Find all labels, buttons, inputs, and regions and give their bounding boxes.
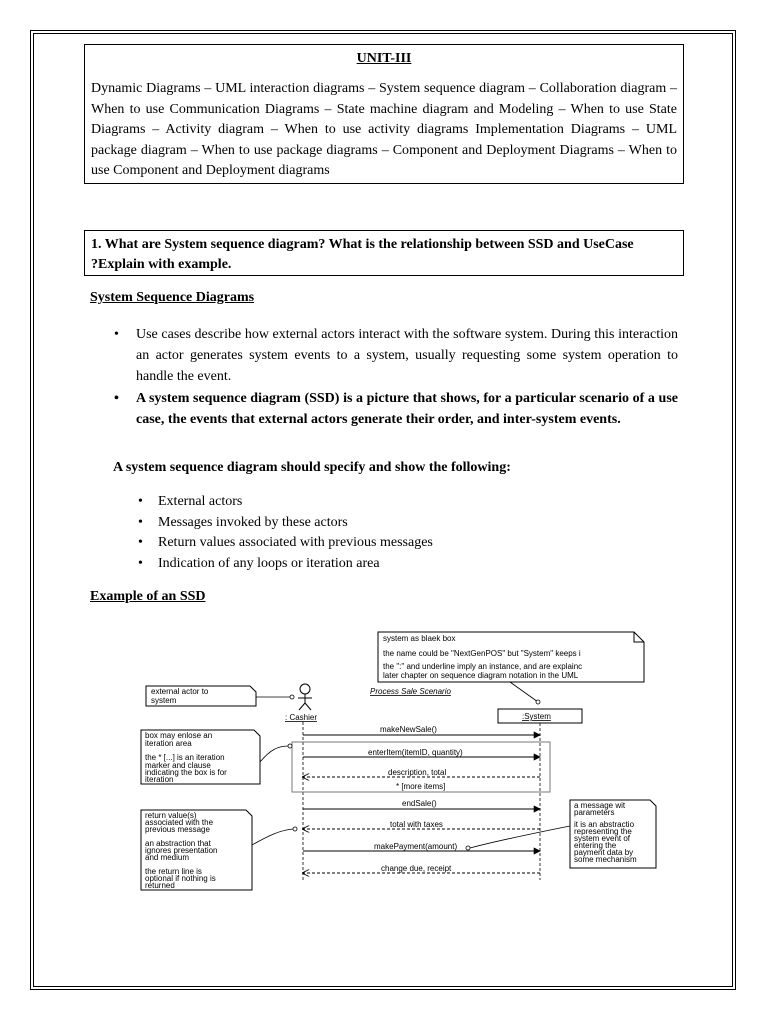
note-param-line-2: parameters <box>574 808 615 817</box>
note-return-line-4: an abstraction that <box>145 839 211 848</box>
note-return-line-6: and medium <box>145 853 190 862</box>
question-line-1: 1. What are System sequence diagram? What is the relationship between SSD and UseCase <box>91 237 634 252</box>
ssd-heading: System Sequence Diagrams <box>90 290 255 305</box>
message-makePayment: makePayment(amount) <box>374 842 458 851</box>
note-top-line-4: later chapter on sequence diagram notation in the UML <box>383 671 579 680</box>
list-item: • A system sequence diagram (SSD) is a picture that shows, for a particular scenario of a use case, the events that external actors generate their order, and inter-system events. <box>118 388 678 430</box>
list-item: • External actors <box>138 492 433 513</box>
note-return-line-7: the return line is <box>145 867 202 876</box>
note-return-line-2: associated with the <box>145 818 214 827</box>
note-param-line-3: it is an abstractio <box>574 820 635 829</box>
note-return-line-3: previous message <box>145 825 210 834</box>
question-line-2: ?Explain with example. <box>91 257 232 272</box>
return-description-total: description, total <box>388 768 447 777</box>
list-item: • Use cases describe how external actors interact with the software system. During this interaction an actor generates system events to a system, usually requesting some system operation to handle the event. <box>118 324 678 387</box>
note-iter-line-1: box may enlose an <box>145 731 213 740</box>
actor-cashier-label: : Cashier <box>285 713 318 722</box>
note-top-line-1: system as blaek box <box>383 634 456 643</box>
note-return-line-8: optional if nothing is <box>145 874 216 883</box>
note-return-line-1: return value(s) <box>145 811 197 820</box>
bullet-icon: • <box>138 535 143 551</box>
note-top-line-2: the name could be "NextGenPOS" but "System" keeps i <box>383 649 581 658</box>
example-heading: Example of an SSD <box>90 589 206 604</box>
unit-title: UNIT-III <box>356 51 412 66</box>
note-top-line-3: the ":" and underline imply an instance, and are explainc <box>383 662 583 671</box>
list-item: • Indication of any loops or iteration area <box>138 554 433 575</box>
list-item: • Return values associated with previous messages <box>138 533 433 554</box>
note-param-line-5: system event of <box>574 834 631 843</box>
note-iter-line-3: the * [...] is an iteration <box>145 753 225 762</box>
note-return-line-5: ignores presentation <box>145 846 218 855</box>
unit-syllabus-text: Dynamic Diagrams – UML interaction diagrams – System sequence diagram – Collaboration diagram – When to use Communication Diagrams – State machine diagram and Modeling – When to use State Diagrams – Activity diagram – When to use activity diagrams Implementation Diagrams – UML package diagram – When to use package diagrams – Component and Deployment Diagrams – When to use Component and Deployment diagrams <box>91 81 677 178</box>
bullet-icon: • <box>138 514 143 530</box>
note-external-actor <box>146 686 256 706</box>
list-item: • Messages invoked by these actors <box>138 513 433 534</box>
actor-cashier-icon <box>298 684 312 710</box>
scenario-label: Process Sale Scenario <box>370 687 451 696</box>
note-system-black-box <box>378 632 644 682</box>
message-makeNewSale: makeNewSale() <box>380 725 437 734</box>
note-param-line-4: representing the <box>574 827 632 836</box>
message-endSale: endSale() <box>402 799 437 808</box>
note-return-line-9: returned <box>145 881 175 890</box>
iteration-marker: * [more items] <box>396 782 446 791</box>
bullet-icon: • <box>114 391 119 406</box>
bullet-icon: • <box>114 327 119 342</box>
note-return-values <box>141 810 252 890</box>
bullet-icon: • <box>138 494 143 509</box>
note-iteration-box <box>141 730 260 784</box>
note-iter-line-2: iteration area <box>145 739 192 748</box>
return-total-taxes: total with taxes <box>390 820 443 829</box>
return-change-receipt: change due, receipt <box>381 864 452 873</box>
system-label: :System <box>522 712 551 721</box>
note-message-parameters <box>570 800 656 868</box>
note-iter-line-6: iteration <box>145 775 174 784</box>
note-iter-line-5: indicating the box is for <box>145 768 227 777</box>
note-param-line-8: some mechanism <box>574 855 637 864</box>
spec-heading: A system sequence diagram should specify and show the following: <box>113 460 511 475</box>
note-param-line-6: entering the <box>574 841 617 850</box>
message-enterItem: enterItem(itemID, quantity) <box>368 748 463 757</box>
note-param-line-1: a message wit <box>574 801 626 810</box>
note-actor-line-1: external actor to <box>151 687 209 696</box>
bullet-icon: • <box>138 555 143 571</box>
note-actor-line-2: system <box>151 696 177 705</box>
note-param-line-7: payment data by <box>574 848 634 857</box>
note-iter-line-4: marker and clause <box>145 761 211 770</box>
